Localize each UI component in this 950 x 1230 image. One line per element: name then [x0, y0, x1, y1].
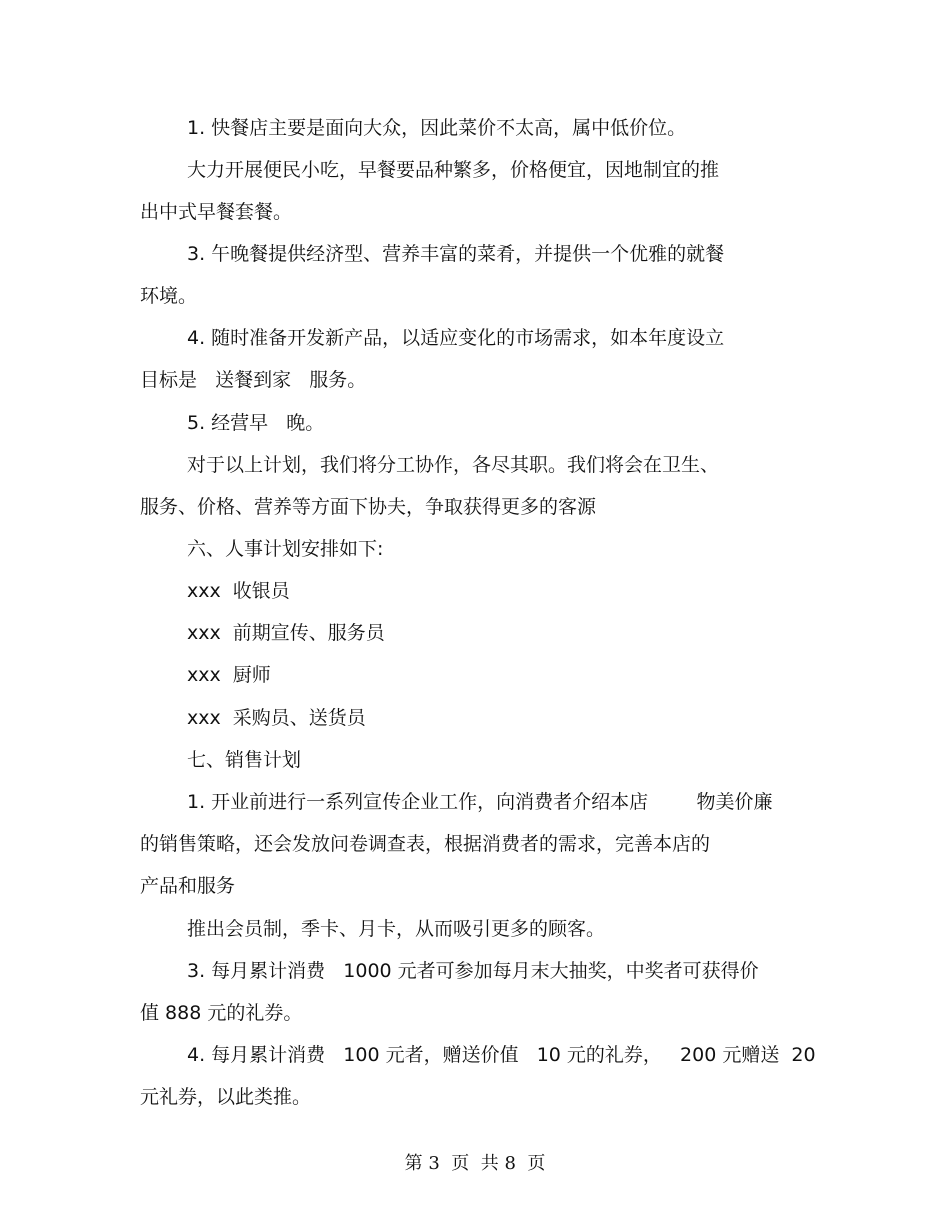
text-line: 服务、价格、营养等方面下协夫，争取获得更多的客源 [140, 496, 597, 518]
page-footer: 第 3 页 共 8 页 [404, 1153, 546, 1174]
text-line: xxx 前期宣传、服务员 [187, 622, 385, 644]
text-line: 目标是 送餐到家 服务。 [140, 369, 367, 391]
text-line: 值 888 元的礼券。 [140, 1002, 303, 1024]
text-line: 产品和服务 [140, 875, 236, 897]
text-line: 的销售策略，还会发放问卷调查表，根据消费者的需求，完善本店的 [140, 833, 711, 855]
text-line: 大力开展便民小吃，早餐要品种繁多，价格便宜，因地制宜的推 [187, 159, 720, 181]
text-line: xxx 采购员、送货员 [187, 707, 366, 729]
text-line: xxx 收银员 [187, 580, 290, 602]
text-line: 4. 随时准备开发新产品，以适应变化的市场需求，如本年度设立 [187, 327, 725, 349]
text-line: 对于以上计划，我们将分工协作，各尽其职。我们将会在卫生、 [187, 454, 720, 476]
text-line: xxx 厨师 [187, 664, 271, 686]
text-line: 元礼券，以此类推。 [140, 1086, 312, 1108]
section-heading: 七、销售计划 [187, 749, 302, 771]
text-line: 推出会员制，季卡、月卡，从而吸引更多的顾客。 [187, 918, 606, 940]
text-line: 环境。 [140, 285, 198, 307]
text-line: 3. 每月累计消费 1000 元者可参加每月末大抽奖，中奖者可获得价 [187, 960, 759, 982]
text-line: 4. 每月累计消费 100 元者，赠送价值 10 元的礼券， 200 元赠送 20 [187, 1044, 816, 1066]
text-line: 3. 午晚餐提供经济型、营养丰富的菜肴，并提供一个优雅的就餐 [187, 243, 725, 265]
text-line: 5. 经营早 晚。 [187, 412, 325, 434]
text-line: 1. 快餐店主要是面向大众，因此菜价不太高，属中低价位。 [187, 117, 687, 139]
text-line: 1. 开业前进行一系列宣传企业工作，向消费者介绍本店 物美价廉 [187, 791, 773, 813]
text-line: 出中式早餐套餐。 [140, 201, 293, 223]
section-heading: 六、人事计划安排如下: [187, 538, 384, 560]
